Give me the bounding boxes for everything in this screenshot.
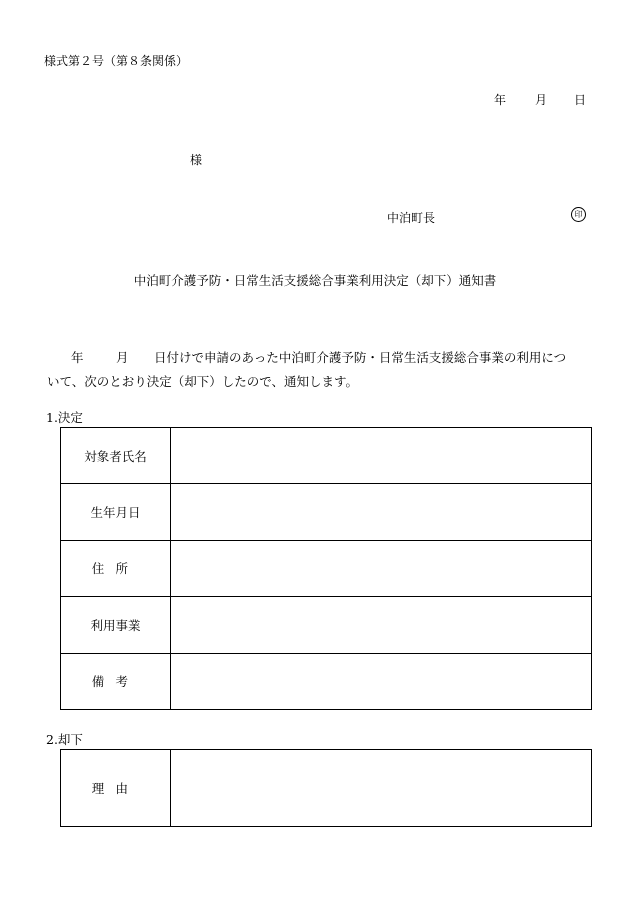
- row-value-name[interactable]: [171, 428, 592, 484]
- section1-heading: 1.決定: [46, 410, 83, 425]
- body-line1-text: 日付けで申請のあった中泊町介護予防・日常生活支援総合事業の利用につ: [154, 350, 567, 365]
- date-day-label: 日: [574, 93, 587, 107]
- seal-icon: 印: [571, 207, 586, 222]
- issuer-name: 中泊町長: [387, 211, 436, 225]
- row-label-name: 対象者氏名: [61, 428, 171, 484]
- rejection-table: [60, 749, 592, 827]
- section2-heading: 2.却下: [46, 732, 83, 747]
- row-value-address[interactable]: [171, 540, 592, 596]
- row-label-remarks: 備考: [61, 653, 171, 709]
- body-year-label: 年: [71, 350, 84, 365]
- table-row: [61, 597, 592, 653]
- date-year-label: 年: [494, 93, 507, 107]
- row-value-service[interactable]: [171, 597, 592, 653]
- row-label-address: 住所: [61, 540, 171, 596]
- body-month-label: 月: [116, 350, 129, 365]
- date-month-label: 月: [535, 93, 548, 107]
- decision-table: [60, 427, 592, 710]
- notice-body-line2: いて、次のとおり決定（却下）したので、通知します。: [47, 374, 359, 389]
- row-label-service: 利用事業: [61, 597, 171, 653]
- table-row: [61, 540, 592, 596]
- row-value-reason[interactable]: [171, 750, 592, 827]
- document-title: 中泊町介護予防・日常生活支援総合事業利用決定（却下）通知書: [133, 273, 497, 288]
- row-label-birthdate: 生年月日: [61, 484, 171, 540]
- row-value-birthdate[interactable]: [171, 484, 592, 540]
- table-row: [61, 428, 592, 484]
- notice-body: [47, 346, 587, 394]
- form-number: 様式第２号（第８条関係）: [44, 54, 189, 68]
- table-row: [61, 653, 592, 709]
- row-value-remarks[interactable]: [171, 653, 592, 709]
- addressee-suffix: 様: [190, 153, 203, 167]
- row-label-reason: 理由: [61, 750, 171, 827]
- table-row: [61, 484, 592, 540]
- notice-body-line1: [47, 346, 587, 370]
- table-row: [61, 750, 592, 827]
